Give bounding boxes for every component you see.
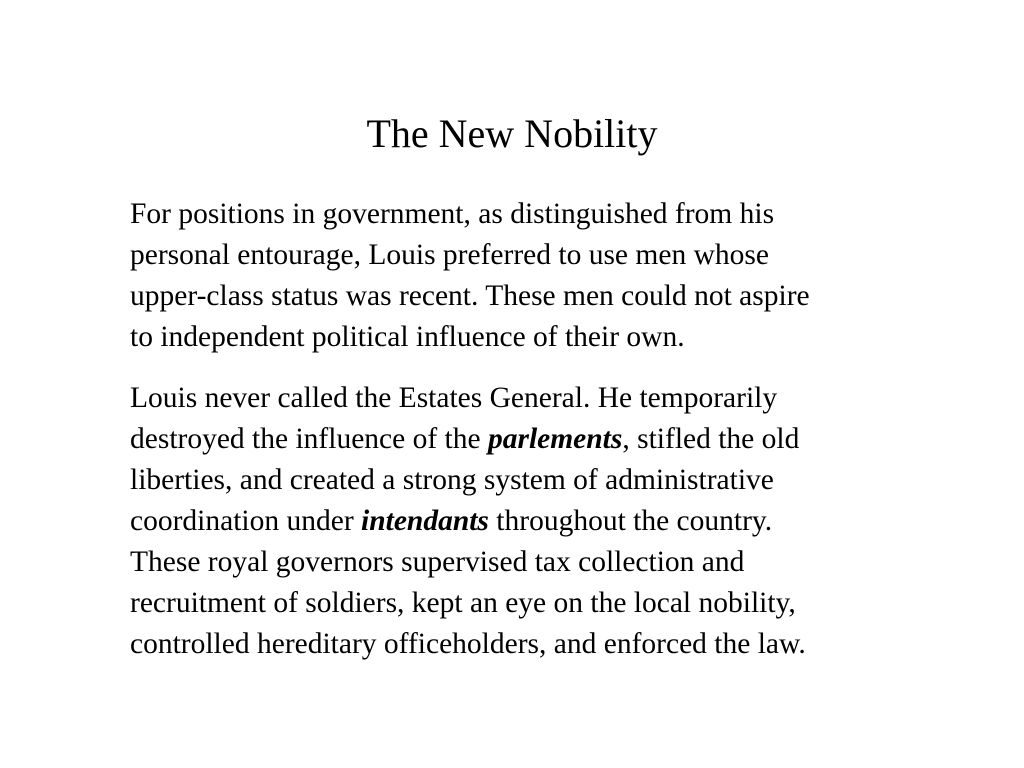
paragraph2-text: destroyed the influence of the <box>130 423 488 455</box>
paragraph2-line <box>130 501 940 542</box>
paragraph1-line: personal entourage, Louis preferred to use men whose <box>130 239 769 271</box>
paragraph2-line: controlled hereditary officeholders, and enforced the law. <box>130 628 806 660</box>
paragraph-government-positions <box>130 194 940 358</box>
term-parlements: parlements <box>487 423 623 455</box>
paragraph1-line: upper-class status was recent. These men could not aspire <box>130 280 810 312</box>
paragraph1-line: to independent political influence of their own. <box>130 321 685 353</box>
paragraph2-line <box>130 419 940 460</box>
paragraph2-line: liberties, and created a strong system of administrative <box>130 464 774 496</box>
paragraph2-text: throughout the country. <box>488 505 773 537</box>
slide-title: The New Nobility <box>366 111 658 156</box>
paragraph2-line: recruitment of soldiers, kept an eye on the local nobility, <box>130 587 796 619</box>
paragraph2-text: coordination under <box>130 505 362 537</box>
paragraph2-line: Louis never called the Estates General. He temporarily <box>130 382 778 414</box>
paragraph2-text: , stifled the old <box>622 423 800 455</box>
paragraph1-line: For positions in government, as distinguished from his <box>130 198 775 230</box>
paragraph-estates-general <box>130 378 940 665</box>
paragraph2-line: These royal governors supervised tax collection and <box>130 546 745 578</box>
term-intendants: intendants <box>361 505 489 537</box>
